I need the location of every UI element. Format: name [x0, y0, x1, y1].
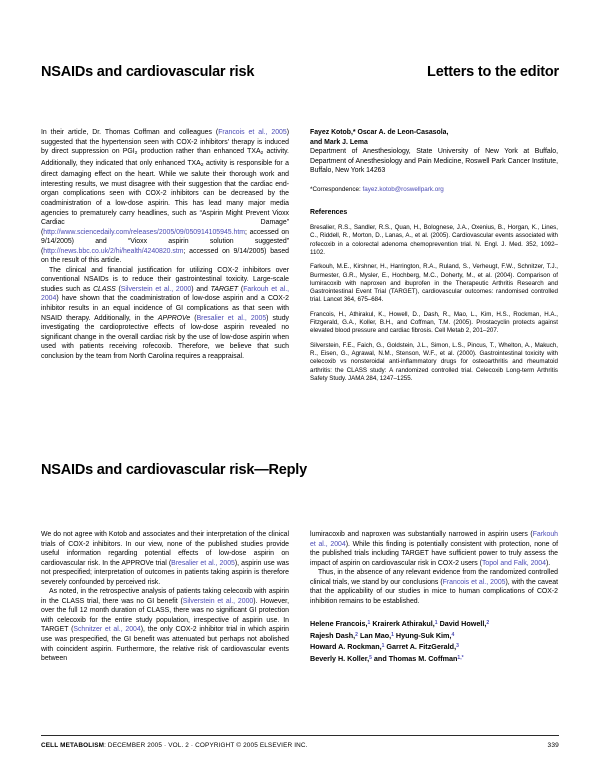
- reference-entry: Francois, H., Athirakul, K., Howell, D., Dash, R., Mao, L., Kim, H.S., Rockman, H.A., Fitzgerald, G.A., Koller, B.H., and Coffman, T.M. (2005). Prostacyclin protects against elevated blood pressure and cardiac fibrosis. Cell Metab 2, 201–207.: [310, 310, 558, 335]
- footer-page-number: 339: [547, 742, 559, 749]
- running-head-article-title: NSAIDs and cardiovascular risk: [41, 64, 255, 80]
- correspondence-label: *Correspondence:: [310, 185, 361, 193]
- reference-entry: Silverstein, F.E., Faich, G., Goldstein, J.L., Simon, L.S., Pincus, T., Whelton, A., Makuch, R., Eisen, G., Agrawal, N.M., Stenson, W.F., et al. (2000). Gastrointestinal toxicity with celecoxib vs nonsteroidal anti-inflammatory drugs for osteoarthritis and rheumatoid arthritis: the CLASS study: A randomized controlled trial. Celecoxib Long-term Arthritis Safety Study. JAMA 284, 1247–1255.: [310, 342, 558, 382]
- signature-line-2: Rajesh Dash,$^2$ Lan Mao,$^1$ Hyung-Suk Kim,$^4$: [310, 631, 455, 640]
- reply-paragraph-1: We do not agree with Kotob and associates and their interpretation of the clinical trials of COX-2 inhibitors. In our view, none of the published studies provide useful information regarding potential effects of low-dose aspirin on cardiovascular risk. In the APPROVe trial (Bresalier et al., 2005), aspirin use was not prespecified; interpretation of outcomes in patients taking aspirin is therefore severely confounded by perceived risk.: [41, 531, 290, 586]
- letter1-affiliation: Department of Anesthesiology, State University of New York at Buffalo, Department of Anesthesiology and Pain Medicine, Roswell Park Cancer Institute, Buffalo, New York 14263: [310, 148, 558, 175]
- reply-paragraph-4: Thus, in the absence of any relevant evidence from the randomized controlled clinical trials, we stand by our conclusions (Francois et al., 2005), with the caveat that the applicability of our studies in mice to human complications of COX-2 inhibition remains to be established.: [310, 569, 558, 605]
- signature-line-1: Helene Francois,$^1$ Krairerk Athirakul,$^1$ David Howell,$^2$: [310, 619, 490, 629]
- reply-paragraph-3: lumiracoxib and naproxen was substantially narrowed in aspirin users (Farkouh et al., 2004). While this finding is potentially consistent with protection, none of the published trials including TARGET have sufficient power to truly assess the impact of aspirin on cardiovascular risk in COX-2 users (Topol and Falk, 2004).: [310, 531, 558, 567]
- references-heading: References: [310, 208, 348, 216]
- letter1-correspondence: [310, 185, 558, 195]
- letter1-author-line-1: Fayez Kotob,* Oscar A. de Leon-Casasola,: [310, 129, 449, 136]
- letter1-authors-and-references-column: [310, 128, 558, 390]
- footer-divider: [41, 735, 559, 736]
- letter1-author-line-2: and Mark J. Lema: [310, 138, 368, 146]
- running-head-section-title: Letters to the editor: [427, 64, 559, 80]
- reply-body-right-column: [310, 530, 558, 664]
- footer-issue-details: : DECEMBER 2005 · VOL. 2 · COPYRIGHT © 2005 ELSEVIER INC.: [104, 742, 308, 749]
- reference-entry: Farkouh, M.E., Kirshner, H., Harrington, R.A., Ruland, S., Verheugt, F.W., Schnitzer, T.J., Burmester, G.R., Mysler, E., Hochberg, M.C., Doherty, M., et al. (2004). Comparison of lumiracoxib with naproxen and ibuprofen in the Therapeutic Arthritis Research and Gastrointestinal Event Trial (TARGET), cardiovascular outcomes: randomised controlled trial. Lancet 364, 675–684.: [310, 263, 558, 304]
- page-footer: [41, 742, 559, 749]
- correspondence-email-link[interactable]: fayez.kotob@roswellpark.org: [362, 185, 444, 193]
- letter1-paragraph-2: The clinical and financial justification for utilizing COX-2 inhibitors over conventional NSAIDs is to reduce their gastrointestinal toxicity. Large-scale studies such as CLASS (Silverstein et al., 2000) and TARGET (Farkouh et al., 2004) have shown that the coadministration of low-dose aspirin and a COX-2 inhibitor results in an equal incidence of GI complications as that seen with NSAID therapy. Additionally, in the APPROVe (Bresalier et al., 2005) study investigating the cardioprotective effects of low-dose aspirin revealed no significant change in the overall cardiac risk by the use of low-dose aspirin when used with patients receiving rofecoxib. Therefore, we believe that such conclusion by the team from North Carolina requires a reappraisal.: [41, 266, 290, 360]
- signature-line-3: Howard A. Rockman,$^1$ Garret A. FitzGerald,$^3$: [310, 642, 459, 652]
- reply-body-left-column: [41, 530, 289, 664]
- reply-paragraph-2: As noted, in the retrospective analysis of patients taking celecoxib with aspirin in the CLASS trial, there was no GI benefit (Silverstein et al., 2000). However, over the full 12 month duration of CLASS, there was no significant GI protection with celecoxib for the entire study population, irrespective of aspirin use. In TARGET (Schnitzer et al., 2004), the only COX-2 inhibitor trial in which aspirin use was prespecified, the GI benefit was attenuated but perhaps not abolished with coincident aspirin. Furthermore, the relative risk of cardiovascular events between: [41, 588, 289, 663]
- reply-heading: NSAIDs and cardiovascular risk—Reply: [41, 462, 307, 478]
- running-head: [41, 64, 559, 80]
- reply-signature-authors: [310, 618, 558, 664]
- signature-line-4: Beverly H. Koller,$^5$ and Thomas M. Coffman$^{1,*}$: [310, 654, 464, 664]
- letter1-body-left-column: [41, 128, 289, 361]
- footer-citation: [41, 742, 308, 749]
- letter1-paragraph-1: In their article, Dr. Thomas Coffman and colleagues (Francois et al., 2005) suggested that the hypertension seen with COX-2 inhibitors' therapy is induced by direct suppression on $PGI_2$ production rather than enhanced $TXA_2$ activity. Additionally, they indicated that only enhanced $TXA_2$ activity is responsible for a direct damaging effect on the heart. While we salute their thorough work and interesting results, we must disagree with their suggestion that the cardiac end-organ complications seen with COX-2 inhibitors can be decreased by the coadministration of a low-dose aspirin. This has lead many major media agencies to prematurely carry headlines, such as “Aspirin Might Prevent Vioxx Cardiac Damage” (http://www.sciencedaily.com/releases/2005/09/050914105945.htm; accessed on 9/14/2005) and “Vioxx aspirin solution suggested” (http://news.bbc.co.uk/2/hi/health/4240820.stm; accessed on 9/14/2005) based on the result of this article.: [41, 129, 289, 265]
- letter1-author-block: [310, 128, 558, 195]
- footer-journal-name: CELL METABOLISM: [41, 742, 105, 749]
- reference-entry: Bresalier, R.S., Sandler, R.S., Quan, H., Bolognese, J.A., Oxenius, B., Horgan, K., Lines, C., Riddell, R., Morton, D., Lanas, A., et al. (2005). Cardiovascular events associated with rofecoxib in a colorectal adenoma chemoprevention trial. N. Engl. J. Med. 352, 1092–1102.: [310, 224, 558, 256]
